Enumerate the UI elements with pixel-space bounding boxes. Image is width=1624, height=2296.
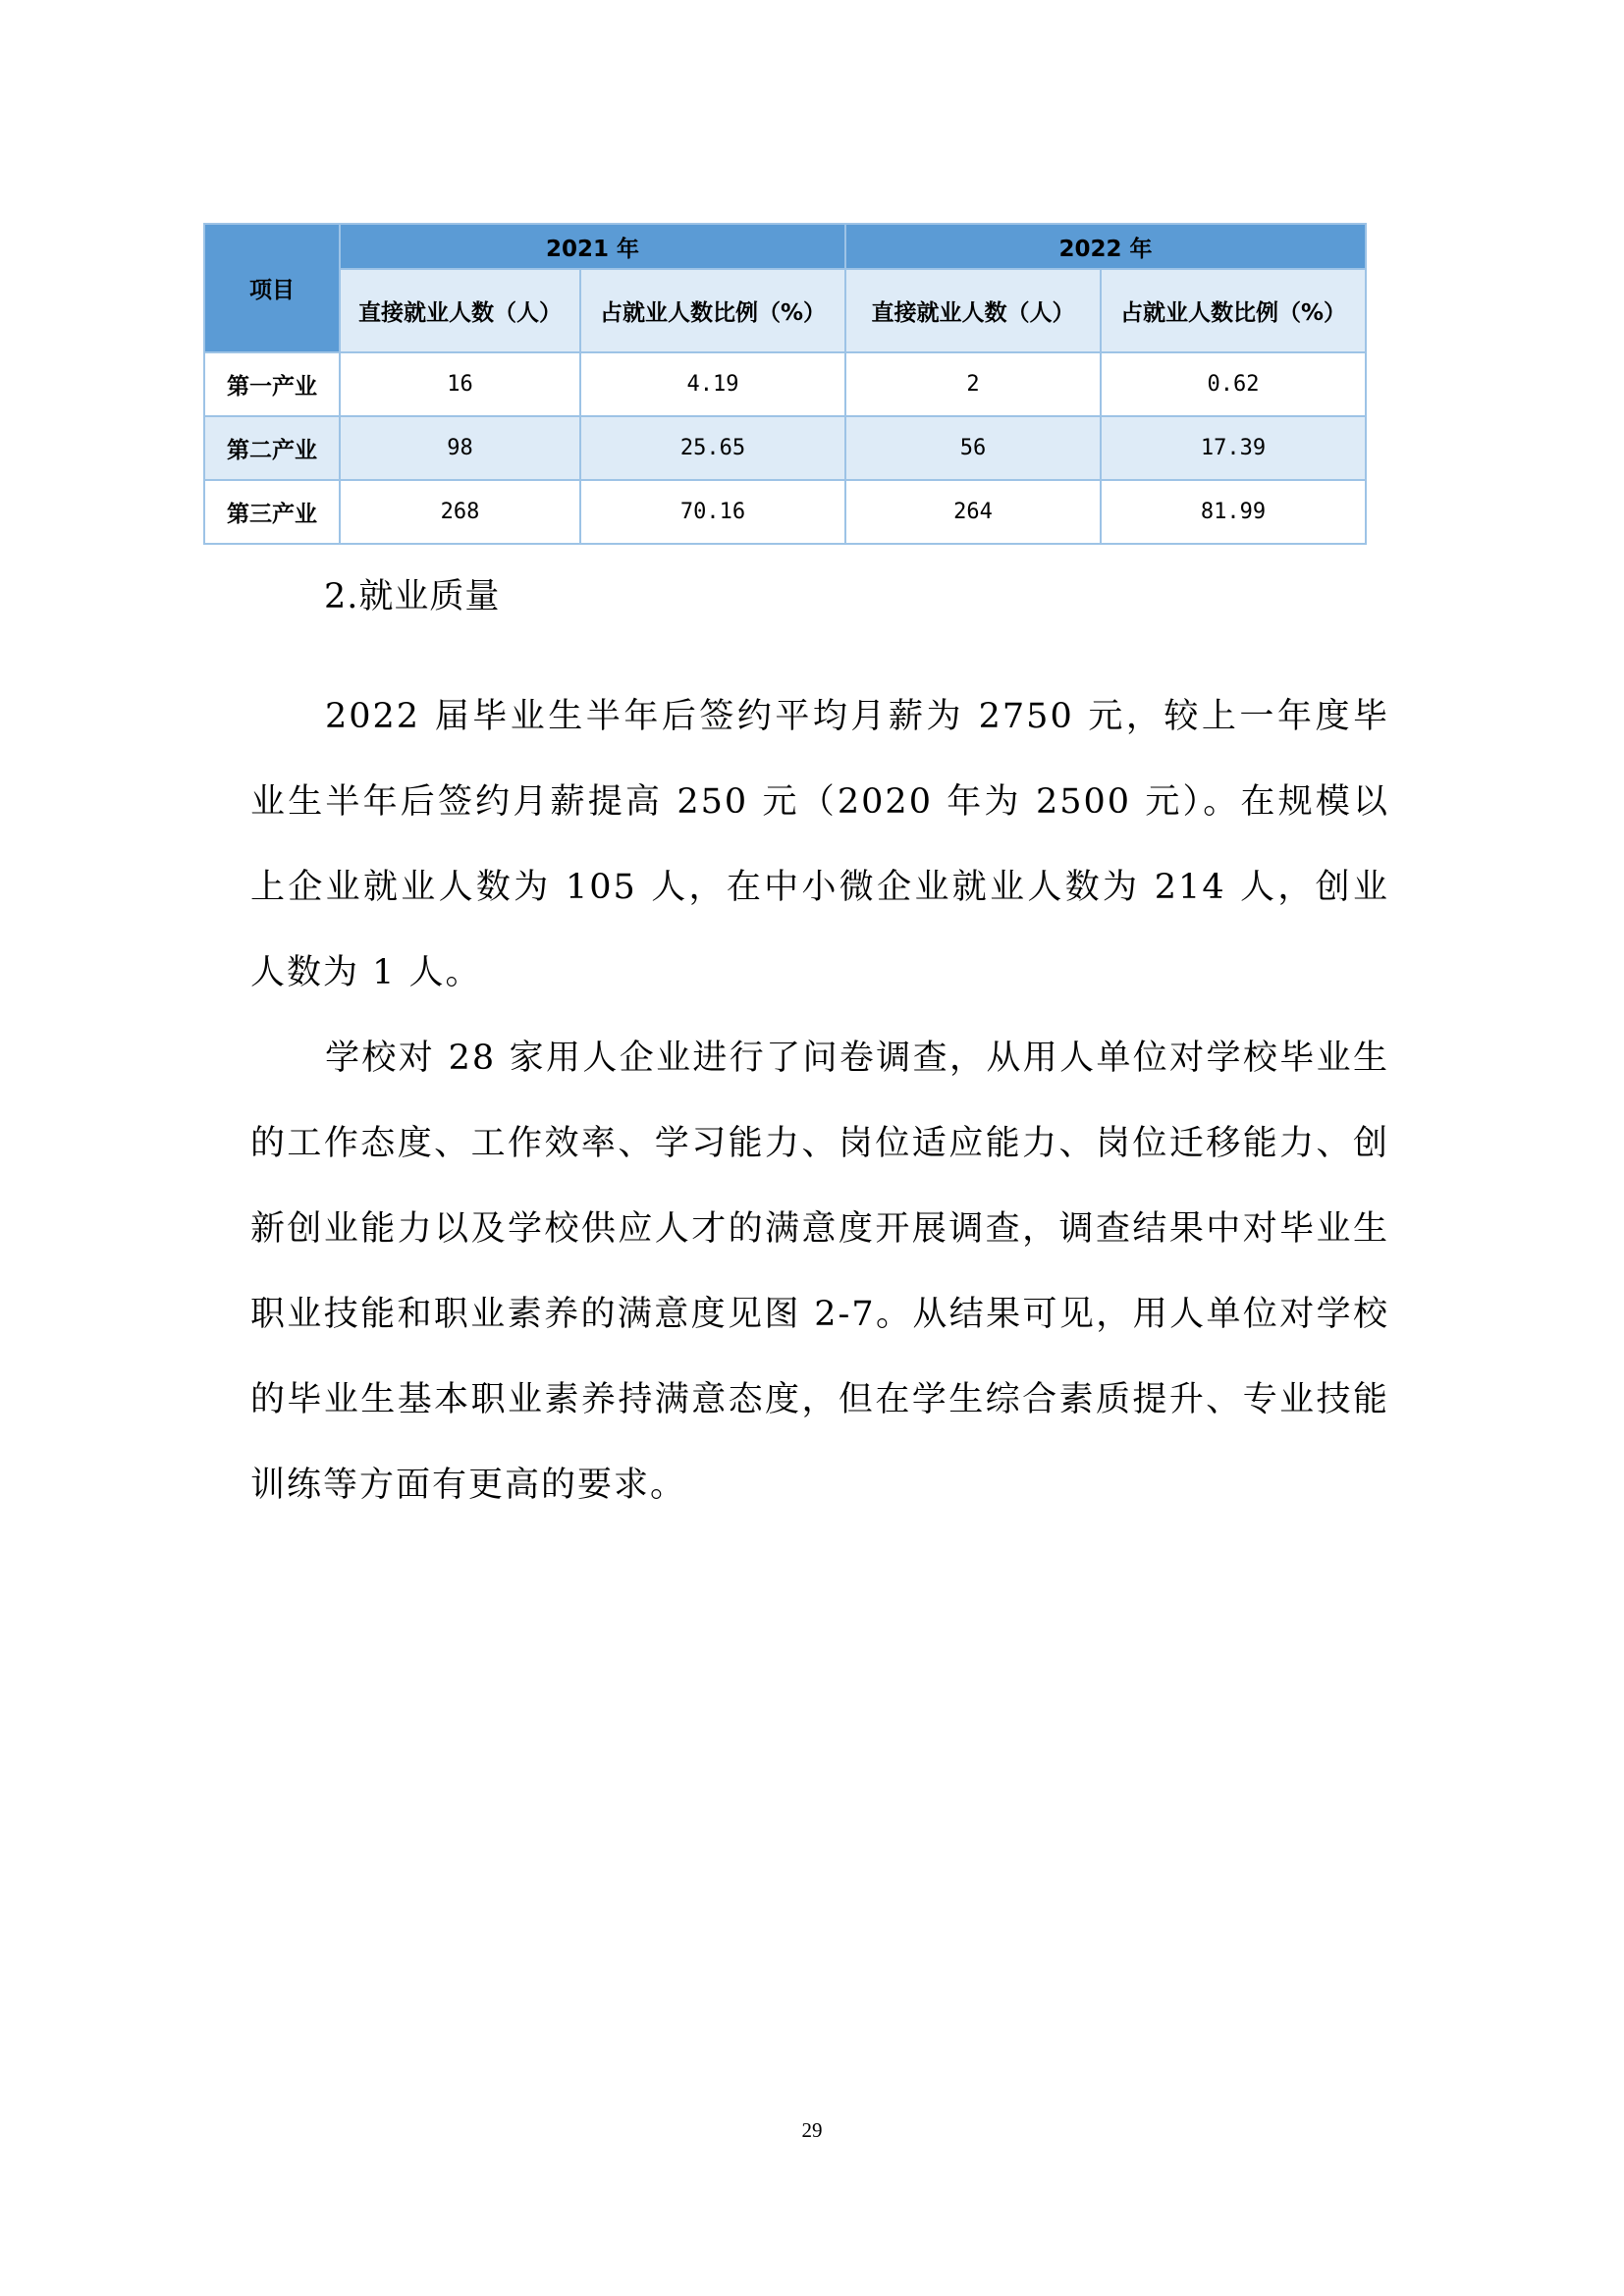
year-header-2021: 2021 年 xyxy=(340,224,845,269)
page-number: 29 xyxy=(801,2118,823,2142)
section-heading: 2.就业质量 xyxy=(324,577,501,616)
employment-table xyxy=(203,223,1367,545)
table-row xyxy=(204,352,1366,416)
paragraph: 学校对 28 家用人企业进行了问卷调查，从用人单位对学校毕业生的工作态度、工作效率、学习能力、岗位适应能力、岗位迁移能力、创新创业能力以及学校供应人才的满意度开展调查，调查结果中对毕业生职业技能和职业素养的满意度见图 2-7。从结果可见，用人单位对学校的毕业生基本职业素养持满意态度，但在学生综合素质提升、专业技能训练等方面有更高的要求。 xyxy=(250,1039,1389,1505)
table-cell: 81.99 xyxy=(1101,480,1366,544)
table-cell: 0.62 xyxy=(1101,352,1366,416)
row-label: 第一产业 xyxy=(204,352,340,416)
table-cell: 17.39 xyxy=(1101,416,1366,480)
table-row xyxy=(204,480,1366,544)
table-cell: 264 xyxy=(845,480,1101,544)
sub-header: 占就业人数比例（%） xyxy=(580,269,845,352)
table-cell: 56 xyxy=(845,416,1101,480)
sub-header: 占就业人数比例（%） xyxy=(1101,269,1366,352)
table-header-years xyxy=(204,224,1366,269)
table-row xyxy=(204,416,1366,480)
sub-header: 直接就业人数（人） xyxy=(340,269,580,352)
table-cell: 98 xyxy=(340,416,580,480)
row-label: 第三产业 xyxy=(204,480,340,544)
table-header-subcolumns xyxy=(204,269,1366,352)
table-cell: 70.16 xyxy=(580,480,845,544)
table-cell: 4.19 xyxy=(580,352,845,416)
table-cell: 2 xyxy=(845,352,1101,416)
sub-header: 直接就业人数（人） xyxy=(845,269,1101,352)
row-label: 第二产业 xyxy=(204,416,340,480)
table-cell: 268 xyxy=(340,480,580,544)
table-cell: 16 xyxy=(340,352,580,416)
table-cell: 25.65 xyxy=(580,416,845,480)
year-header-2022: 2022 年 xyxy=(845,224,1366,269)
item-header: 项目 xyxy=(204,224,340,352)
paragraph: 2022 届毕业生半年后签约平均月薪为 2750 元，较上一年度毕业生半年后签约月薪提高 250 元（2020 年为 2500 元）。在规模以上企业就业人数为 105 人，在中小微企业就业人数为 214 人，创业人数为 1 人。 xyxy=(250,697,1389,992)
